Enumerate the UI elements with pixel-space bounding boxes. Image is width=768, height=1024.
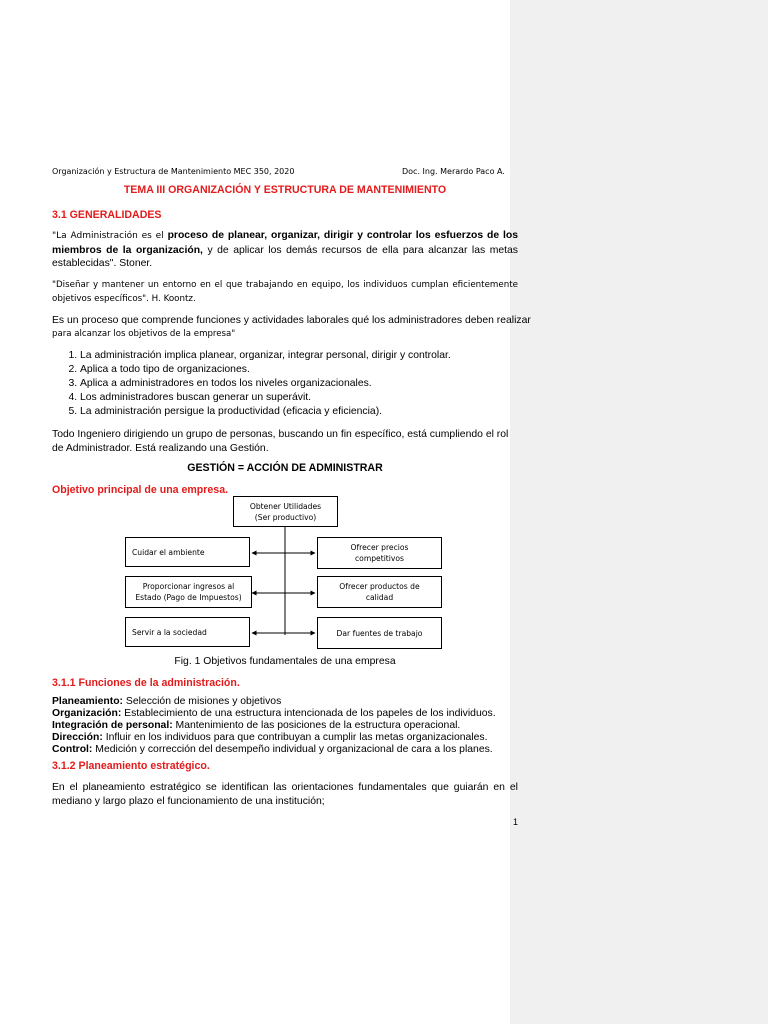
- function-term: Dirección:: [52, 732, 103, 743]
- function-term: Organización:: [52, 708, 122, 719]
- list-item: 2. Aplica a todo tipo de organizaciones.: [80, 363, 518, 377]
- diagram-text: Cuidar el ambiente: [132, 547, 205, 557]
- section-heading-3-1: 3.1 GENERALIDADES: [52, 209, 162, 221]
- list-item: 1. La administración implica planear, organizar, integrar personal, dirigir y controlar.: [80, 349, 518, 363]
- list-item: 4. Los administradores buscan generar un superávit.: [80, 391, 518, 405]
- function-desc: Establecimiento de una estructura intencionada de los papeles de los individuos.: [121, 708, 496, 719]
- figure-caption: Fig. 1 Objetivos fundamentales de una empresa: [174, 656, 396, 667]
- para-ingeniero: Todo Ingeniero dirigiendo un grupo de personas, buscando un fin específico, está cumpliendo el rol de Administrador. Está realizando una Gestión.: [52, 429, 509, 454]
- diagram-text: Estado (Pago de Impuestos): [135, 593, 242, 602]
- header-right: Doc. Ing. Merardo Paco A.: [402, 167, 505, 176]
- diagram-box-right-3: [317, 617, 442, 649]
- list-item: 5. La administración persigue la productividad (eficacia y eficiencia).: [80, 405, 518, 419]
- functions-list: [52, 696, 496, 756]
- function-desc: Mantenimiento de las posiciones de la estructura operacional.: [172, 720, 461, 731]
- objective-heading: Objetivo principal de una empresa.: [52, 484, 229, 496]
- function-desc: Selección de misiones y objetivos: [123, 696, 282, 707]
- diagram-box-left-1: [125, 537, 250, 567]
- function-item: [52, 708, 496, 720]
- function-item: [52, 696, 496, 708]
- page-number: 1: [513, 817, 519, 827]
- quote-bold: proceso de planear, organizar, dirigir y controlar los esfuerzos de los miembros de la organización,: [52, 230, 519, 256]
- function-term: Control:: [52, 744, 93, 755]
- quote-intro: "La Administración es el: [52, 231, 168, 241]
- para-planeamiento: En el planeamiento estratégico se identifican las orientaciones fundamentales que guiarán en el mediano y largo plazo el funcionamiento de una institución;: [52, 782, 518, 807]
- diagram-text: Dar fuentes de trabajo: [336, 628, 423, 638]
- diagram-box-left-2: [125, 576, 252, 608]
- diagram-box-right-2: [317, 576, 442, 608]
- quote-stoner: [52, 229, 518, 271]
- numbered-list: [52, 349, 518, 419]
- function-desc: Medición y corrección del desempeño individual y organizacional de cara a los planes.: [92, 744, 493, 755]
- comment-pane: [510, 0, 768, 1024]
- diagram-text: Servir a la sociedad: [132, 627, 207, 637]
- gestion-heading: GESTIÓN = ACCIÓN DE ADMINISTRAR: [187, 462, 383, 474]
- diagram-box-left-3: [125, 617, 250, 647]
- section-heading-3-1-2: 3.1.2 Planeamiento estratégico.: [52, 760, 210, 772]
- function-term: Integración de personal:: [52, 720, 173, 731]
- para1-line1: Es un proceso que comprende funciones y actividades laborales qué los administradores deben realizar: [52, 315, 531, 326]
- para1-line2: para alcanzar los objetivos de la empresa": [52, 329, 236, 339]
- header-left: Organización y Estructura de Mantenimiento MEC 350, 2020: [52, 167, 295, 176]
- diagram-text: Obtener Utilidades: [249, 501, 322, 511]
- quote-rest: y de aplicar los demás recursos de ella para alcanzar las metas establecidas". Stoner.: [52, 244, 518, 269]
- document-page: [52, 0, 531, 1024]
- diagram-text: Proporcionar ingresos al: [142, 582, 235, 591]
- page-title: TEMA III ORGANIZACIÓN Y ESTRUCTURA DE MANTENIMIENTO: [123, 184, 447, 196]
- diagram-text: Ofrecer precios: [350, 543, 409, 552]
- diagram-box-top: [233, 496, 338, 527]
- diagram-text: (Ser productivo): [254, 512, 317, 522]
- list-item: 3. Aplica a administradores en todos los niveles organizacionales.: [80, 377, 518, 391]
- function-term: Planeamiento:: [52, 696, 124, 707]
- diagram-box-right-1: [317, 537, 442, 569]
- diagram-text: competitivos: [355, 554, 404, 563]
- diagram-text: Ofrecer productos de: [339, 582, 420, 591]
- section-heading-3-1-1: 3.1.1 Funciones de la administración.: [52, 677, 240, 689]
- diagram-text: calidad: [365, 593, 394, 602]
- function-item: [52, 720, 496, 732]
- function-desc: Influir en los individuos para que contribuyan a cumplir las metas organizacionales.: [102, 732, 488, 743]
- function-item: [52, 732, 496, 744]
- quote-koontz: "Diseñar y mantener un entorno en el que trabajando en equipo, los individuos cumplan eficientemente objetivos específicos". H. Koontz.: [52, 280, 518, 304]
- function-item: [52, 744, 496, 756]
